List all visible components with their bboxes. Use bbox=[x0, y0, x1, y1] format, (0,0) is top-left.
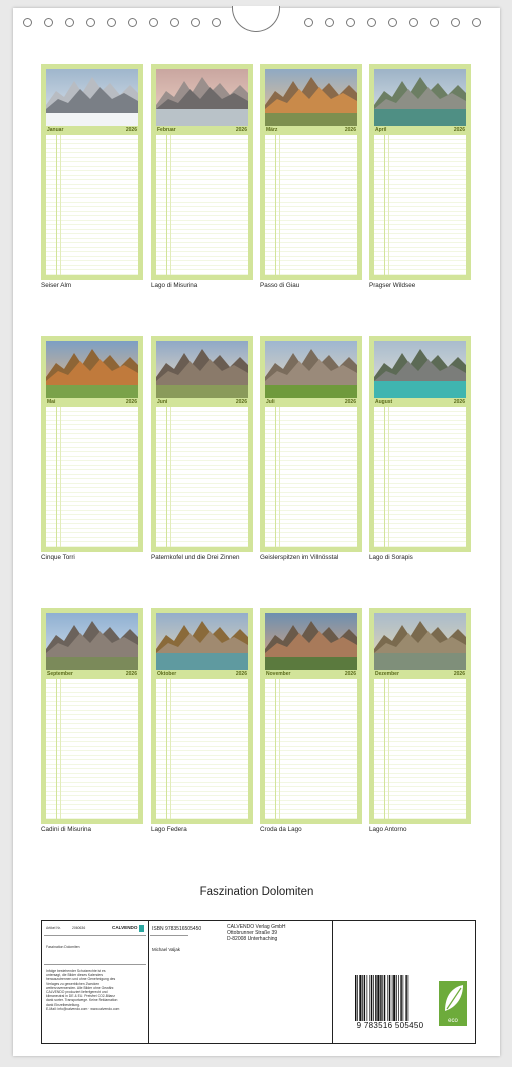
month-card bbox=[369, 64, 471, 280]
month-caption: Croda da Lago bbox=[260, 826, 302, 833]
month-name: September bbox=[47, 671, 73, 677]
binding-hole bbox=[23, 18, 32, 27]
barcode-bars bbox=[353, 975, 427, 1021]
calendar-sheet bbox=[13, 8, 500, 1056]
day-grid bbox=[374, 679, 466, 819]
month-year: 2026 bbox=[235, 127, 247, 133]
month-name: Mai bbox=[47, 399, 56, 405]
grid-column-line bbox=[384, 679, 385, 819]
month-photo bbox=[46, 341, 138, 398]
rule bbox=[150, 935, 188, 936]
day-grid bbox=[374, 407, 466, 547]
month-header bbox=[156, 399, 248, 406]
day-grid bbox=[374, 135, 466, 275]
grid-column-line bbox=[60, 135, 61, 275]
month-photo bbox=[265, 69, 357, 126]
article-number: 2060636 bbox=[72, 926, 86, 930]
month-year: 2026 bbox=[125, 127, 137, 133]
calendar-title: Faszination Dolomiten bbox=[199, 886, 314, 898]
month-card bbox=[41, 336, 143, 552]
eco-badge bbox=[439, 981, 467, 1026]
landscape-photo bbox=[46, 341, 138, 398]
month-name: November bbox=[266, 671, 291, 677]
binding-hole bbox=[430, 18, 439, 27]
binding-hole bbox=[212, 18, 221, 27]
day-grid bbox=[46, 135, 138, 275]
month-photo bbox=[46, 613, 138, 670]
product-info-box bbox=[41, 920, 476, 1044]
month-name: Dezember bbox=[375, 671, 399, 677]
month-photo bbox=[374, 613, 466, 670]
binding-hole bbox=[86, 18, 95, 27]
barcode bbox=[353, 975, 427, 1037]
grid-column-line bbox=[56, 135, 57, 275]
month-year: 2026 bbox=[235, 671, 247, 677]
binding-hole bbox=[304, 18, 313, 27]
month-header bbox=[265, 127, 357, 134]
month-year: 2026 bbox=[344, 127, 356, 133]
month-header bbox=[46, 127, 138, 134]
month-name: April bbox=[375, 127, 387, 133]
month-year: 2026 bbox=[125, 671, 137, 677]
landscape-photo bbox=[265, 613, 357, 670]
landscape-photo bbox=[374, 341, 466, 398]
calvendo-logo bbox=[112, 924, 144, 934]
binding-hole bbox=[170, 18, 179, 27]
landscape-photo bbox=[265, 341, 357, 398]
eco-label: eco bbox=[448, 1018, 458, 1024]
month-photo bbox=[374, 69, 466, 126]
grid-column-line bbox=[275, 135, 276, 275]
day-grid bbox=[265, 407, 357, 547]
legal-line: Infolge bestehender Schutzrechte ist es bbox=[46, 969, 106, 973]
grid-column-line bbox=[388, 679, 389, 819]
landscape-photo bbox=[156, 69, 248, 126]
month-name: August bbox=[375, 399, 393, 405]
publisher-name: CALVENDO Verlag GmbH bbox=[227, 924, 286, 930]
month-year: 2026 bbox=[235, 399, 247, 405]
month-year: 2026 bbox=[453, 127, 465, 133]
month-card bbox=[41, 608, 143, 824]
landscape-photo bbox=[374, 69, 466, 126]
month-card bbox=[260, 608, 362, 824]
month-caption: Cadini di Misurina bbox=[41, 826, 92, 833]
grid-column-line bbox=[56, 679, 57, 819]
month-caption: Geislerspitzen im Villnösstal bbox=[260, 554, 339, 561]
logo-mark-icon bbox=[139, 925, 144, 932]
grid-column-line bbox=[279, 679, 280, 819]
legal-line: dank Einzelbestellung. bbox=[46, 1002, 80, 1007]
landscape-photo bbox=[156, 341, 248, 398]
month-header bbox=[156, 671, 248, 678]
month-name: März bbox=[266, 127, 278, 133]
grid-column-line bbox=[170, 135, 171, 275]
divider bbox=[332, 921, 333, 1043]
month-card bbox=[41, 64, 143, 280]
landscape-photo bbox=[265, 69, 357, 126]
month-caption: Lago di Sorapis bbox=[369, 554, 413, 561]
grid-column-line bbox=[60, 679, 61, 819]
legal-text bbox=[46, 969, 119, 1011]
binding-hole bbox=[191, 18, 200, 27]
grid-column-line bbox=[170, 679, 171, 819]
publisher-city: D-82008 Unterhaching bbox=[227, 936, 278, 942]
month-header bbox=[46, 399, 138, 406]
month-photo bbox=[265, 341, 357, 398]
binding-hole bbox=[128, 18, 137, 27]
binding-hole bbox=[472, 18, 481, 27]
month-caption: Lago Federa bbox=[151, 826, 187, 833]
month-header bbox=[265, 399, 357, 406]
month-header bbox=[374, 671, 466, 678]
grid-column-line bbox=[388, 407, 389, 547]
month-header bbox=[156, 127, 248, 134]
binding-hole bbox=[149, 18, 158, 27]
grid-column-line bbox=[279, 407, 280, 547]
month-caption: Lago Antorno bbox=[369, 826, 407, 833]
month-name: Juli bbox=[266, 399, 275, 405]
landscape-photo bbox=[156, 613, 248, 670]
grid-column-line bbox=[279, 135, 280, 275]
month-caption: Paternkofel und die Drei Zinnen bbox=[151, 554, 240, 561]
legal-line: untersagt, die Bilder dieses Kalenders bbox=[46, 973, 104, 978]
binding-hole bbox=[367, 18, 376, 27]
month-name: Januar bbox=[47, 127, 64, 133]
month-photo bbox=[156, 613, 248, 670]
month-card bbox=[151, 608, 253, 824]
landscape-photo bbox=[46, 69, 138, 126]
day-grid bbox=[265, 135, 357, 275]
month-photo bbox=[374, 341, 466, 398]
day-grid bbox=[46, 679, 138, 819]
day-grid bbox=[156, 407, 248, 547]
divider bbox=[148, 921, 149, 1043]
landscape-photo bbox=[46, 613, 138, 670]
grid-column-line bbox=[384, 135, 385, 275]
rule bbox=[44, 935, 146, 936]
month-photo bbox=[46, 69, 138, 126]
isbn: ISBN 9783516505450 bbox=[152, 926, 202, 932]
binding-hole bbox=[107, 18, 116, 27]
month-name: Juni bbox=[157, 399, 168, 405]
grid-column-line bbox=[56, 407, 57, 547]
month-card bbox=[369, 608, 471, 824]
legal-line: herauszutrennen und ohne Genehmigung des bbox=[46, 977, 116, 982]
leaf-icon bbox=[439, 981, 467, 1015]
rule bbox=[44, 964, 146, 965]
legal-line: dank sorter. Transportwege. Keine Reklamation bbox=[46, 998, 118, 1003]
month-caption: Passo di Giau bbox=[260, 282, 300, 289]
publisher-street: Ottobrunner Straße 39 bbox=[227, 930, 278, 936]
month-header bbox=[46, 671, 138, 678]
binding-hole bbox=[451, 18, 460, 27]
month-photo bbox=[265, 613, 357, 670]
legal-line: CALVENDO produziert lieferfgerecht und bbox=[46, 990, 108, 995]
month-card bbox=[369, 336, 471, 552]
legal-line: E-Mail: info@calvendo.com · www.calvendo.com bbox=[46, 1006, 120, 1011]
landscape-photo bbox=[374, 613, 466, 670]
binding-hole bbox=[409, 18, 418, 27]
product-title: Faszination Dolomiten bbox=[46, 945, 80, 949]
binding-hole bbox=[346, 18, 355, 27]
legal-line: Verlages zu gewerblichen Zwecken bbox=[46, 981, 100, 986]
grid-column-line bbox=[166, 135, 167, 275]
month-caption: Seiser Alm bbox=[41, 282, 72, 289]
month-year: 2026 bbox=[344, 671, 356, 677]
month-caption: Pragser Wildsee bbox=[369, 282, 416, 289]
binding-hole bbox=[44, 18, 53, 27]
legal-line: weiterzuverwenden. Alle Bilder ohne Gewähr. bbox=[46, 985, 115, 990]
grid-column-line bbox=[166, 407, 167, 547]
grid-column-line bbox=[166, 679, 167, 819]
month-header bbox=[374, 127, 466, 134]
grid-column-line bbox=[60, 407, 61, 547]
article-label: Artikel Nr. bbox=[46, 926, 61, 930]
month-name: Februar bbox=[157, 127, 176, 133]
month-photo bbox=[156, 341, 248, 398]
day-grid bbox=[265, 679, 357, 819]
month-year: 2026 bbox=[453, 671, 465, 677]
binding-hole bbox=[65, 18, 74, 27]
logo-text: CALVENDO bbox=[112, 925, 138, 930]
grid-column-line bbox=[275, 407, 276, 547]
grid-column-line bbox=[170, 407, 171, 547]
month-header bbox=[374, 399, 466, 406]
month-card bbox=[151, 336, 253, 552]
month-caption: Cinque Torri bbox=[41, 554, 75, 561]
day-grid bbox=[156, 679, 248, 819]
day-grid bbox=[156, 135, 248, 275]
author-name: Michael Valjak bbox=[152, 947, 180, 952]
barcode-number: 9 783516 505450 bbox=[356, 1021, 424, 1030]
grid-column-line bbox=[275, 679, 276, 819]
grid-column-line bbox=[384, 407, 385, 547]
month-card bbox=[260, 336, 362, 552]
month-caption: Lago di Misurina bbox=[151, 282, 198, 289]
month-card bbox=[260, 64, 362, 280]
binding-hole bbox=[325, 18, 334, 27]
month-name: Oktober bbox=[157, 671, 177, 677]
month-year: 2026 bbox=[453, 399, 465, 405]
legal-line: klimaneutral in DE & EU. Preisfrei CO2-Bilanz bbox=[46, 994, 115, 999]
month-card bbox=[151, 64, 253, 280]
day-grid bbox=[46, 407, 138, 547]
month-year: 2026 bbox=[344, 399, 356, 405]
month-photo bbox=[156, 69, 248, 126]
grid-column-line bbox=[388, 135, 389, 275]
month-year: 2026 bbox=[125, 399, 137, 405]
month-header bbox=[265, 671, 357, 678]
binding-hole bbox=[388, 18, 397, 27]
